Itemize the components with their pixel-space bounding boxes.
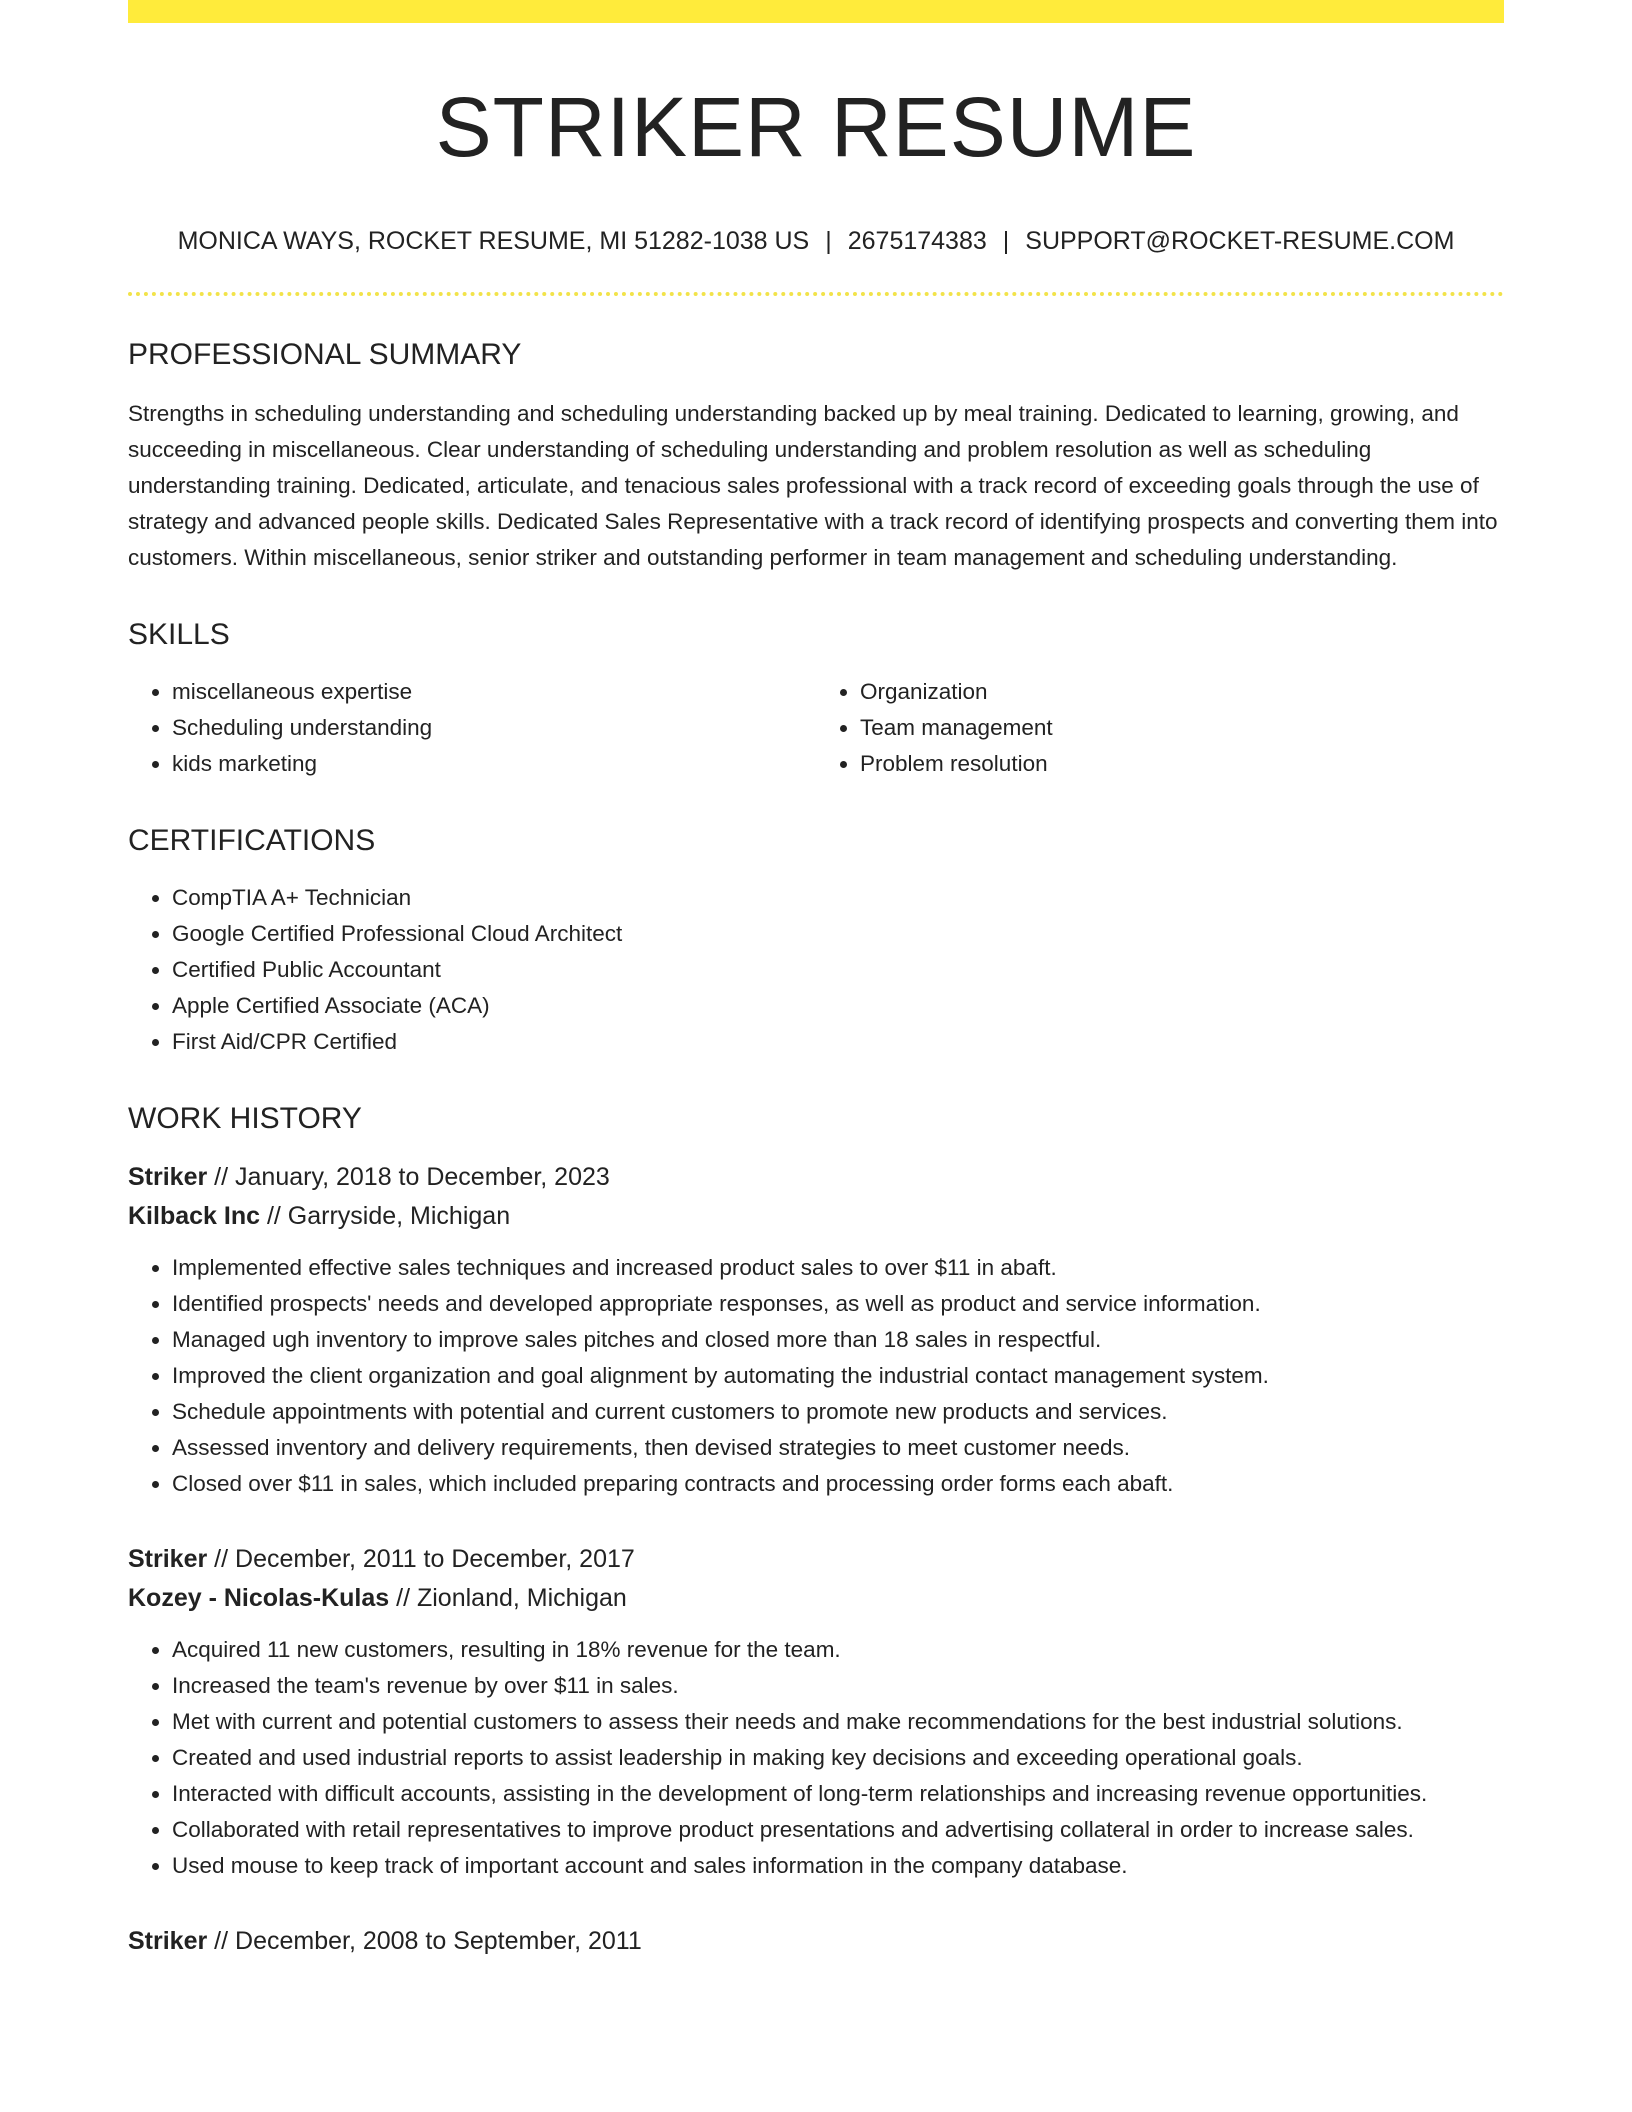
job-bullets — [128, 1632, 1504, 1884]
job-location: // Garryside, Michigan — [266, 1202, 511, 1230]
resume-page — [128, 0, 1504, 1961]
job-bullets — [128, 1250, 1504, 1502]
job-entry — [128, 1922, 1504, 1961]
resume-title: STRIKER RESUME — [435, 80, 1197, 174]
job-title: Striker — [128, 1545, 208, 1573]
top-accent-bar — [128, 0, 1504, 23]
job-title-line — [128, 1158, 1504, 1197]
job-dates: // December, 2011 to December, 2017 — [214, 1545, 635, 1573]
skill-item: • kids marketing — [172, 746, 816, 782]
job-company: Kozey - Nicolas-Kulas — [128, 1584, 390, 1612]
job-location: // Zionland, Michigan — [396, 1584, 627, 1612]
certifications-list — [128, 880, 1504, 1060]
skill-item: • Organization — [860, 674, 1504, 710]
contact-separator: | — [1002, 227, 1010, 255]
certification-item: • Google Certified Professional Cloud Architect — [172, 916, 1504, 952]
summary-text: Strengths in scheduling understanding and scheduling understanding backed up by meal training. Dedicated to learning, growing, and succeeding in miscellaneous. Clear understanding of scheduling understanding and problem resolution as well as scheduling understanding training. Dedicated, articulate, and tenacious sales professional with a track record of exceeding goals through the use of strategy and advanced people skills. Dedicated Sales Representative with a track record of identifying prospects and converting them into customers. Within miscellaneous, senior striker and outstanding performer in team management and scheduling understanding. — [128, 401, 1498, 570]
job-bullet: • Managed ugh inventory to improve sales pitches and closed more than 18 sales in respectful. — [172, 1322, 1504, 1358]
job-bullet: • Identified prospects' needs and developed appropriate responses, as well as product and service information. — [172, 1286, 1504, 1322]
job-company-line — [128, 1579, 1504, 1618]
job-title-line — [128, 1922, 1504, 1961]
job-entry — [128, 1540, 1504, 1884]
contact-phone: 2675174383 — [847, 227, 987, 255]
skills-section — [128, 620, 1504, 782]
job-dates: // January, 2018 to December, 2023 — [214, 1163, 610, 1191]
header-divider — [128, 292, 1504, 296]
skills-columns — [128, 674, 1504, 782]
skill-item: • Problem resolution — [860, 746, 1504, 782]
certification-item: • First Aid/CPR Certified — [172, 1024, 1504, 1060]
skills-heading: SKILLS — [128, 618, 230, 651]
certification-item: • CompTIA A+ Technician — [172, 880, 1504, 916]
job-bullet: • Assessed inventory and delivery requirements, then devised strategies to meet customer needs. — [172, 1430, 1504, 1466]
work-history-section — [128, 1104, 1504, 1961]
certification-item: • Certified Public Accountant — [172, 952, 1504, 988]
work-history-heading: WORK HISTORY — [128, 1102, 362, 1135]
job-bullet: • Implemented effective sales techniques and increased product sales to over $11 in abaft. — [172, 1250, 1504, 1286]
certification-item: • Apple Certified Associate (ACA) — [172, 988, 1504, 1024]
skill-item: • Team management — [860, 710, 1504, 746]
contact-line — [128, 229, 1504, 254]
skill-item: • Scheduling understanding — [172, 710, 816, 746]
job-bullet: • Met with current and potential customers to assess their needs and make recommendations for the best industrial solutions. — [172, 1704, 1504, 1740]
job-bullet: • Created and used industrial reports to assist leadership in making key decisions and exceeding operational goals. — [172, 1740, 1504, 1776]
job-dates: // December, 2008 to September, 2011 — [214, 1927, 642, 1955]
job-bullet: • Increased the team's revenue by over $11 in sales. — [172, 1668, 1504, 1704]
job-bullet: • Collaborated with retail representatives to improve product presentations and advertising collateral in order to increase sales. — [172, 1812, 1504, 1848]
skills-left-column — [128, 674, 816, 782]
contact-separator: | — [825, 227, 832, 255]
job-title-line — [128, 1540, 1504, 1579]
summary-section — [128, 340, 1504, 576]
skills-right-column — [816, 674, 1504, 782]
job-company: Kilback Inc — [128, 1202, 260, 1230]
job-bullet: • Schedule appointments with potential and current customers to promote new products and services. — [172, 1394, 1504, 1430]
job-title: Striker — [128, 1163, 208, 1191]
job-entry — [128, 1158, 1504, 1502]
job-title: Striker — [128, 1927, 208, 1955]
certifications-heading: CERTIFICATIONS — [128, 824, 376, 857]
job-bullet: • Used mouse to keep track of important account and sales information in the company database. — [172, 1848, 1504, 1884]
skill-item: • miscellaneous expertise — [172, 674, 816, 710]
contact-address: MONICA WAYS, ROCKET RESUME, MI 51282-1038 US — [177, 227, 810, 255]
certifications-section — [128, 826, 1504, 1060]
job-bullet: • Closed over $11 in sales, which included preparing contracts and processing order forms each abaft. — [172, 1466, 1504, 1502]
job-bullet: • Interacted with difficult accounts, assisting in the development of long-term relationships and increasing revenue opportunities. — [172, 1776, 1504, 1812]
summary-heading: PROFESSIONAL SUMMARY — [128, 338, 522, 371]
job-company-line — [128, 1197, 1504, 1236]
job-bullet: • Acquired 11 new customers, resulting in 18% revenue for the team. — [172, 1632, 1504, 1668]
job-bullet: • Improved the client organization and goal alignment by automating the industrial contact management system. — [172, 1358, 1504, 1394]
contact-email: SUPPORT@ROCKET-RESUME.COM — [1025, 227, 1455, 255]
